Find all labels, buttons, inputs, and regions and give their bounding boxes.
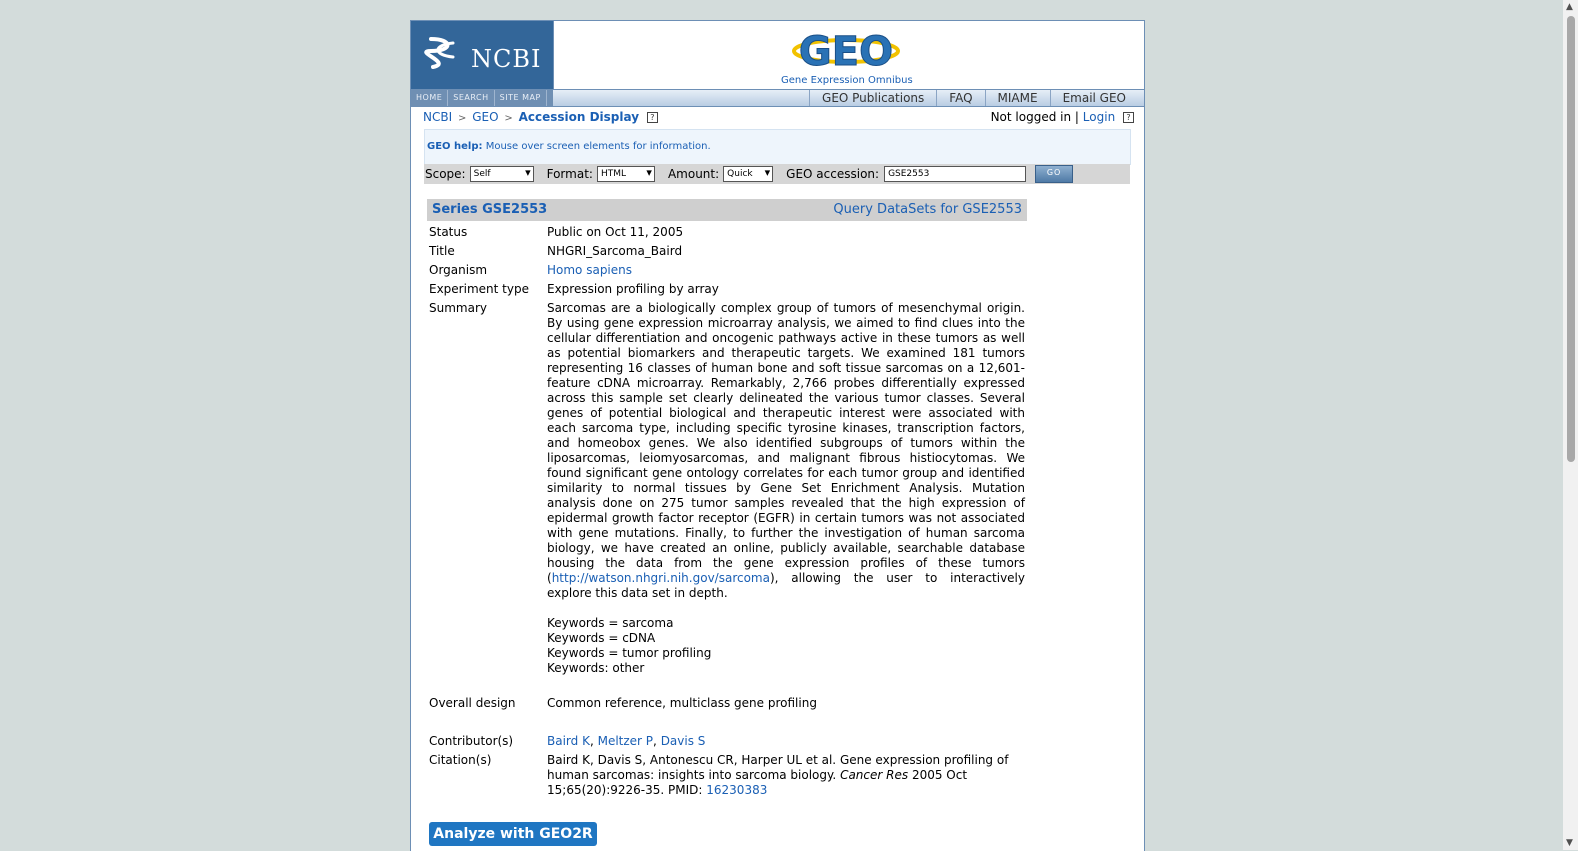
overall-design-value: Common reference, multiclass gene profiling	[547, 696, 817, 710]
overall-design-label: Overall design	[429, 696, 516, 710]
summary-text-part: Sarcomas are a biologically complex group of tumors of mesenchymal origin. By using gene expression microarray analysis, we aimed to find clues into the cellular differentiation and oncogenic pathways active in these tumors as well as potential biomarkers and therapeutic targets. We examined 181 tumors representing 16 classes of human bone and soft tissue sarcomas on a 12,601-feature cDNA microarray. Remarkably, 2,766 probes differentially expressed across this sample set clearly delineated the various tumor classes. Several genes of potential biological and therapeutic interest were associated with each sarcoma type, including specific tyrosine kinases, transcription factors, and homeobox genes. We also identified subgroups of tumors within the liposarcomas, leiomyosarcomas, and malignant fibrous histiocytomas. We found significant gene ontology correlates for each tumor group and identified similarity to normal tissues by Gene Set Enrichment Analysis. Mutation analysis done on 275 tumor samples revealed that the high expression of epidermal growth factor receptor (EGFR) in certain tumors was not associated with gene mutations. Finally, to further the investigation of human sarcoma biology, we have created an online, publicly available, searchable database housing the data from the gene expression profiles of these tumors (	[547, 301, 1025, 585]
ncbi-logo-text: NCBI	[471, 45, 542, 73]
breadcrumb-separator: >	[504, 113, 513, 124]
scope-select[interactable]: Self ▾	[470, 166, 534, 182]
analyze-geo2r-button[interactable]: Analyze with GEO2R	[429, 822, 597, 846]
go-button[interactable]: GO	[1035, 165, 1073, 183]
status-label: Status	[429, 225, 468, 239]
status-value: Public on Oct 11, 2005	[547, 225, 684, 239]
contributor-link[interactable]: Davis S	[660, 734, 706, 748]
nav-miame[interactable]: MIAME	[985, 90, 1050, 106]
accession-form	[424, 164, 1130, 184]
accession-label: GEO accession:	[786, 167, 880, 181]
login-link[interactable]: Login	[1082, 110, 1116, 124]
series-title: Series GSE2553	[432, 202, 548, 217]
experiment-type-label: Experiment type	[429, 282, 529, 296]
contributors-label: Contributor(s)	[429, 734, 514, 748]
format-select[interactable]: HTML ▾	[597, 166, 655, 182]
amount-select[interactable]: Quick ▾	[723, 166, 773, 182]
title-label: Title	[429, 244, 455, 258]
title-value: NHGRI_Sarcoma_Baird	[547, 244, 683, 258]
vertical-scrollbar[interactable]	[1563, 0, 1578, 850]
keyword-item: Keywords = tumor profiling	[547, 646, 712, 660]
login-area	[991, 109, 1134, 126]
nav-geo-publications[interactable]: GEO Publications	[809, 90, 936, 106]
nav-email-geo[interactable]: Email GEO	[1050, 90, 1138, 106]
geo-logo-mark	[781, 27, 911, 75]
query-datasets-link[interactable]: Query DataSets for GSE2553	[833, 202, 1022, 217]
experiment-type-value: Expression profiling by array	[547, 282, 719, 296]
scroll-down-arrow-icon[interactable]: ▼	[1566, 838, 1573, 848]
summary-value	[547, 301, 1025, 676]
keyword-item: Keywords = cDNA	[547, 631, 656, 645]
citation-journal: Cancer Res	[840, 768, 909, 782]
amount-label: Amount:	[667, 167, 720, 181]
organism-label: Organism	[429, 263, 488, 277]
breadcrumb-current: Accession Display	[518, 110, 640, 124]
breadcrumb-ncbi[interactable]: NCBI	[423, 110, 453, 124]
sarcoma-database-link[interactable]: http://watson.nhgri.nih.gov/sarcoma	[551, 571, 770, 585]
ncbi-nav	[411, 90, 553, 106]
ncbi-logo[interactable]	[411, 21, 554, 89]
contributors-value: Baird K, Meltzer P, Davis S	[547, 734, 706, 748]
login-separator: |	[1074, 110, 1079, 124]
geo-help-box	[424, 129, 1131, 165]
nav-faq[interactable]: FAQ	[936, 90, 984, 106]
breadcrumb	[423, 109, 658, 127]
page-container	[410, 20, 1145, 851]
scope-label: Scope:	[425, 167, 466, 181]
nav-site-map[interactable]: SITE MAP	[495, 90, 547, 106]
scroll-up-arrow-icon[interactable]: ▲	[1566, 2, 1573, 12]
breadcrumb-separator: >	[457, 113, 467, 124]
breadcrumb-geo[interactable]: GEO	[472, 110, 499, 124]
summary-text	[547, 301, 1025, 601]
summary-label: Summary	[429, 301, 487, 315]
nav-bar	[411, 89, 1144, 107]
help-question-icon[interactable]: ?	[647, 112, 658, 123]
series-header	[427, 199, 1027, 221]
citation-details: 2005 Oct 15;65(20):9226-35. PMID:	[547, 768, 968, 797]
citation-label: Citation(s)	[429, 753, 492, 767]
geo-logo-text: GEO	[798, 29, 894, 75]
nav-home[interactable]: HOME	[411, 90, 448, 106]
geo-logo[interactable]	[781, 27, 911, 87]
organism-link[interactable]: Homo sapiens	[547, 263, 633, 277]
accession-input[interactable]	[884, 166, 1026, 182]
citation-text: Baird K, Davis S, Antonescu CR, Harper UL et al. Gene expression profiling of human sarcomas: insights into sarcoma biology.	[547, 753, 1009, 782]
citation-value	[547, 753, 1017, 798]
contributor-link[interactable]: Meltzer P	[597, 734, 654, 748]
contributor-link[interactable]: Baird K	[547, 734, 590, 748]
geo-nav	[809, 90, 1138, 106]
login-help-icon[interactable]: ?	[1123, 112, 1134, 123]
login-status: Not logged in	[990, 110, 1072, 124]
format-label: Format:	[546, 167, 593, 181]
scrollbar-thumb[interactable]	[1567, 16, 1575, 462]
geo-logo-subtitle: Gene Expression Omnibus	[781, 75, 913, 86]
geo-help-text: Mouse over screen elements for information.	[485, 141, 711, 152]
summary-text-part: ), allowing the user to interactively explore this data set in depth.	[547, 571, 1025, 600]
dna-helix-icon	[423, 33, 463, 73]
keyword-item: Keywords: other	[547, 661, 645, 675]
nav-search[interactable]: SEARCH	[448, 90, 494, 106]
pmid-link[interactable]: 16230383	[706, 783, 768, 797]
keyword-item: Keywords = sarcoma	[547, 616, 674, 630]
geo-help-label: GEO help:	[427, 141, 483, 152]
